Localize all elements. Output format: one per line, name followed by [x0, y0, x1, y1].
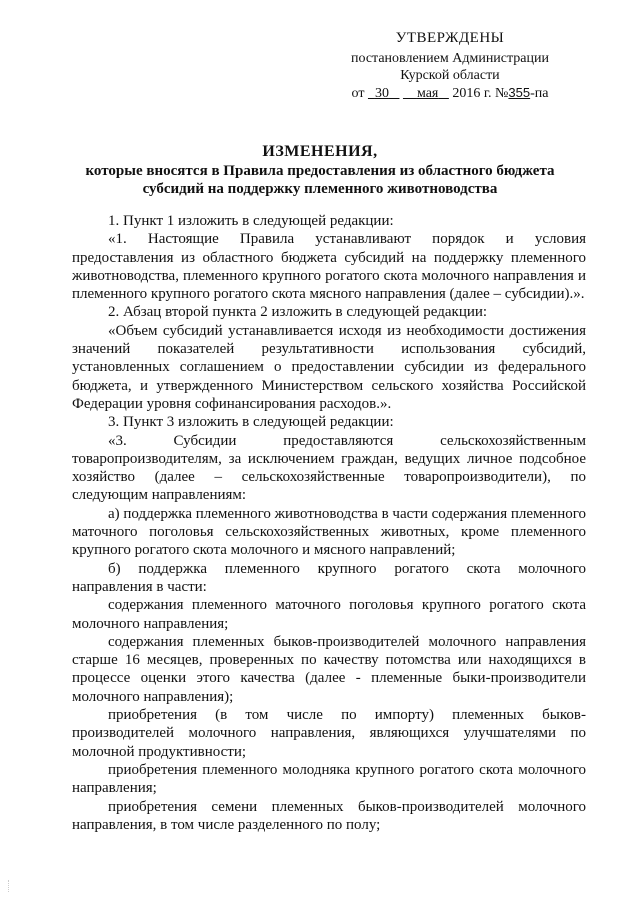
approval-number: 355: [508, 85, 531, 100]
paragraph-13: приобретения семени племенных быков-производителей молочного направления, в том числе разделенного по полу;: [72, 798, 586, 833]
document-subtitle: которые вносятся в Правила предоставления из областного бюджета субсидий на поддержку племенного животноводства: [85, 163, 555, 197]
paragraph-7: а) поддержка племенного животноводства в части содержания племенного маточного поголовья сельскохозяйственных животных, кроме племенного крупного рогатого скота молочного и мясного направлений;: [72, 505, 587, 559]
paragraph-1: 1. Пункт 1 изложить в следующей редакции:: [108, 213, 394, 229]
paragraph-5: 3. Пункт 3 изложить в следующей редакции:: [108, 414, 394, 431]
approval-line-2: Курской области: [400, 68, 500, 83]
approval-title: УТВЕРЖДЕНЫ: [395, 30, 505, 46]
paragraph-12: приобретения племенного молодняка крупного рогатого скота молочного направления;: [72, 761, 586, 797]
approval-month: [403, 86, 449, 101]
paragraph-11: приобретения (в том числе по импорту) племенных быков-производителей молочного направления, являющихся улучшателями по молочной продуктивности;: [72, 707, 586, 760]
approval-year: 2016 г.: [452, 86, 492, 101]
approval-month-value: мая: [416, 86, 439, 101]
approval-block: [320, 30, 580, 102]
edge-artifact: [8, 880, 17, 892]
approval-day-value: 30: [374, 86, 389, 101]
paragraph-10: содержания племенных быков-производителей молочного направления старше 16 месяцев, проверенных по качеству потомства или находящихся в процессе оценки этого качества (далее - племенные быки-производители молочного направления);: [72, 633, 586, 705]
paragraph-6: «3. Субсидии предоставляются сельскохозяйственным товаропроизводителям, за исключением граждан, ведущих личное подсобное хозяйство (далее – сельскохозяйственные товаропроизводители), по следующим направлениям:: [72, 432, 586, 504]
approval-date-line: [320, 84, 580, 102]
approval-line-1: постановлением Администрации: [351, 51, 549, 66]
date-prefix: от: [351, 86, 365, 101]
paragraph-3: 2. Абзац второй пункта 2 изложить в следующей редакции:: [108, 304, 488, 321]
paragraph-4: «Объем субсидий устанавливается исходя из необходимости достижения значений показателей результативности использования субсидий, установленных соглашением о предоставлении субсидии из федерального бюджета, и утвержденного Министерством сельского хозяйства Российской Федерации уровня софинансирования расходов.».: [72, 322, 586, 412]
number-suffix: -па: [530, 86, 549, 101]
paragraph-9: содержания племенного маточного поголовья крупного рогатого скота молочного направления;: [72, 597, 586, 632]
paragraph-2: «1. Настоящие Правила устанавливают порядок и условия предоставления из областного бюджета субсидий на поддержку племенного животноводства, племенного крупного рогатого скота молочного направления и племенного крупного рогатого скота мясного направления (далее – субсидии).».: [72, 231, 586, 303]
approval-day: [368, 86, 400, 101]
document-heading: [60, 143, 580, 198]
paragraph-8: б) поддержка племенного крупного рогатого скота молочного направления в части:: [72, 560, 586, 595]
document-body: [72, 212, 586, 834]
number-prefix: №: [495, 86, 509, 101]
scan-artifact: [5, 285, 15, 315]
document-title: ИЗМЕНЕНИЯ,: [262, 143, 378, 160]
